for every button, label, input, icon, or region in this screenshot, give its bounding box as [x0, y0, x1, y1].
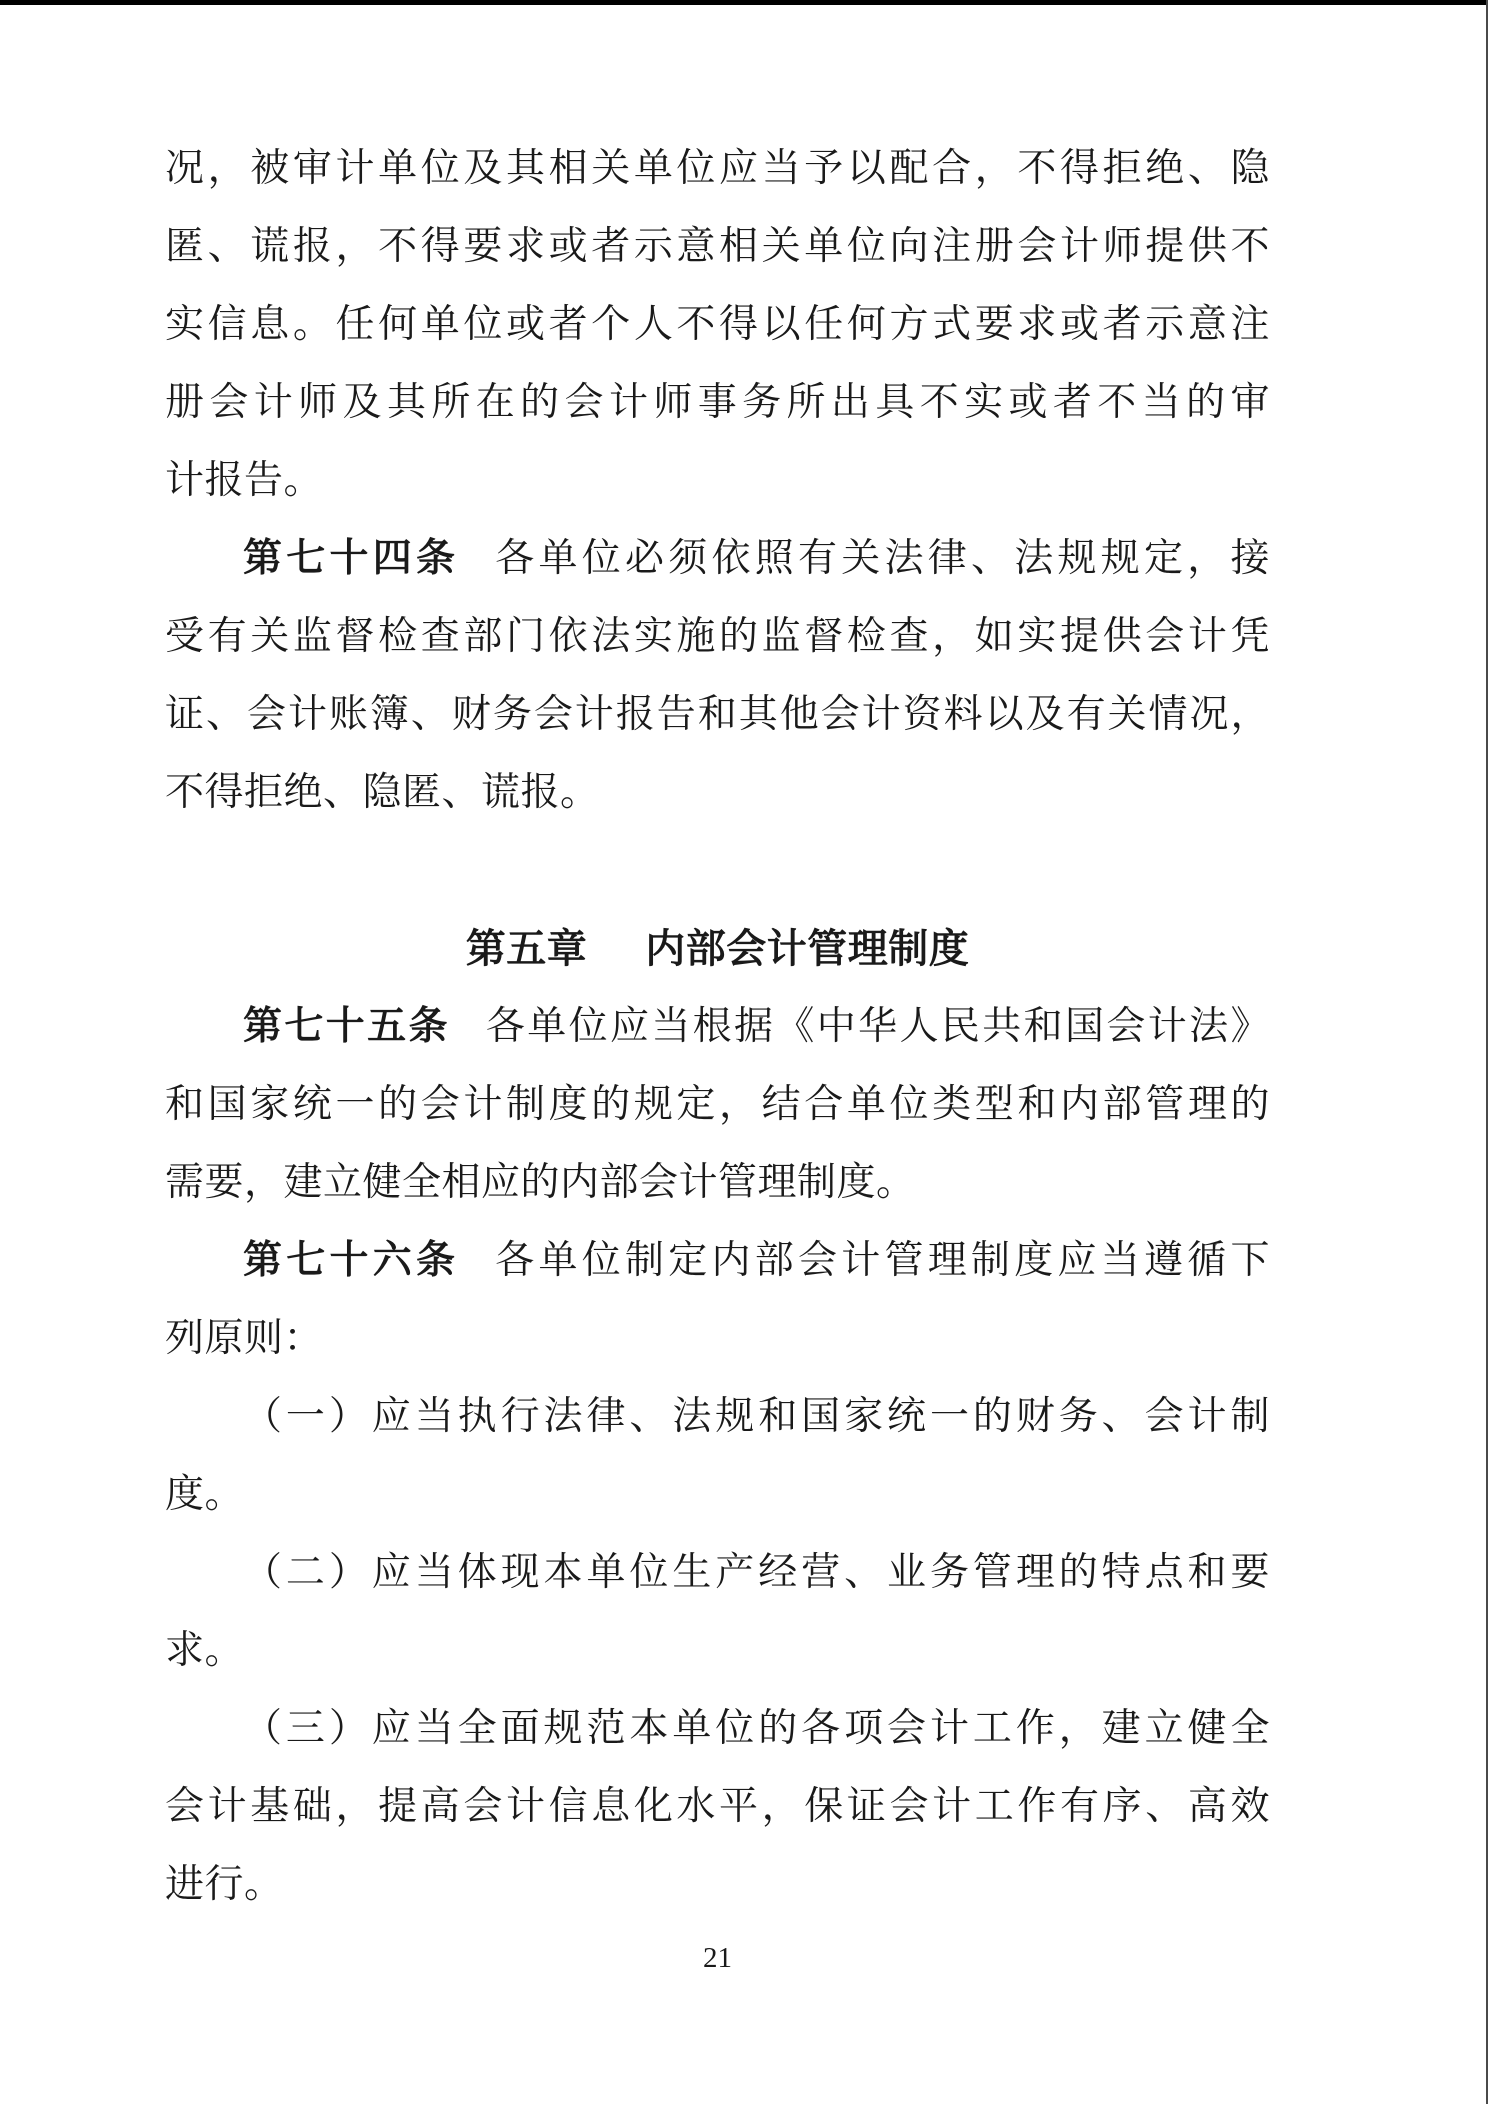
- text-line: 求。: [165, 1629, 245, 1672]
- list-item-line: （二）应当体现本单位生产经营、业务管理的特点和要: [243, 1551, 1270, 1594]
- text-line: 受有关监督检查部门依法实施的监督检查，如实提供会计凭: [165, 615, 1270, 658]
- text-line: 况，被审计单位及其相关单位应当予以配合，不得拒绝、隐: [165, 147, 1270, 190]
- page-border-top: [0, 0, 1488, 5]
- text-line: 和国家统一的会计制度的规定，结合单位类型和内部管理的: [165, 1083, 1270, 1126]
- article-line: [165, 520, 1270, 598]
- article-text: 各单位必须依照有关法律、法规规定，接: [495, 537, 1270, 580]
- text-line: 计报告。: [165, 459, 324, 502]
- text-line: 实信息。任何单位或者个人不得以任何方式要求或者示意注: [165, 303, 1270, 346]
- text-line: 进行。: [165, 1863, 284, 1906]
- list-item-line: （一）应当执行法律、法规和国家统一的财务、会计制: [243, 1395, 1270, 1438]
- article-number: 第七十四条: [243, 537, 460, 580]
- text-line: 匿、谎报，不得要求或者示意相关单位向注册会计师提供不: [165, 225, 1270, 268]
- chapter-number: 第五章: [465, 926, 588, 971]
- chapter-title: 内部会计管理制度: [645, 926, 970, 971]
- article-text: 各单位制定内部会计管理制度应当遵循下: [495, 1239, 1270, 1282]
- chapter-heading: [165, 910, 1270, 988]
- article-number: 第七十五条: [243, 1005, 450, 1048]
- text-line: 需要，建立健全相应的内部会计管理制度。: [165, 1161, 916, 1204]
- article-line: [165, 988, 1270, 1066]
- blank-line: [165, 832, 1270, 910]
- text-line: 证、会计账簿、财务会计报告和其他会计资料以及有关情况，: [165, 693, 1270, 736]
- page-number: 21: [703, 1942, 732, 1974]
- article-line: [165, 1222, 1270, 1300]
- text-line: 册会计师及其所在的会计师事务所出具不实或者不当的审: [165, 381, 1270, 424]
- list-item-line: （三）应当全面规范本单位的各项会计工作，建立健全: [243, 1707, 1270, 1750]
- text-line: 会计基础，提高会计信息化水平，保证会计工作有序、高效: [165, 1785, 1270, 1828]
- page-body-text: [165, 130, 1270, 1924]
- text-line: 列原则：: [165, 1317, 324, 1360]
- text-line: 不得拒绝、隐匿、谎报。: [165, 771, 600, 814]
- article-text: 各单位应当根据《中华人民共和国会计法》: [485, 1005, 1270, 1048]
- text-line: 度。: [165, 1473, 245, 1516]
- article-number: 第七十六条: [243, 1239, 460, 1282]
